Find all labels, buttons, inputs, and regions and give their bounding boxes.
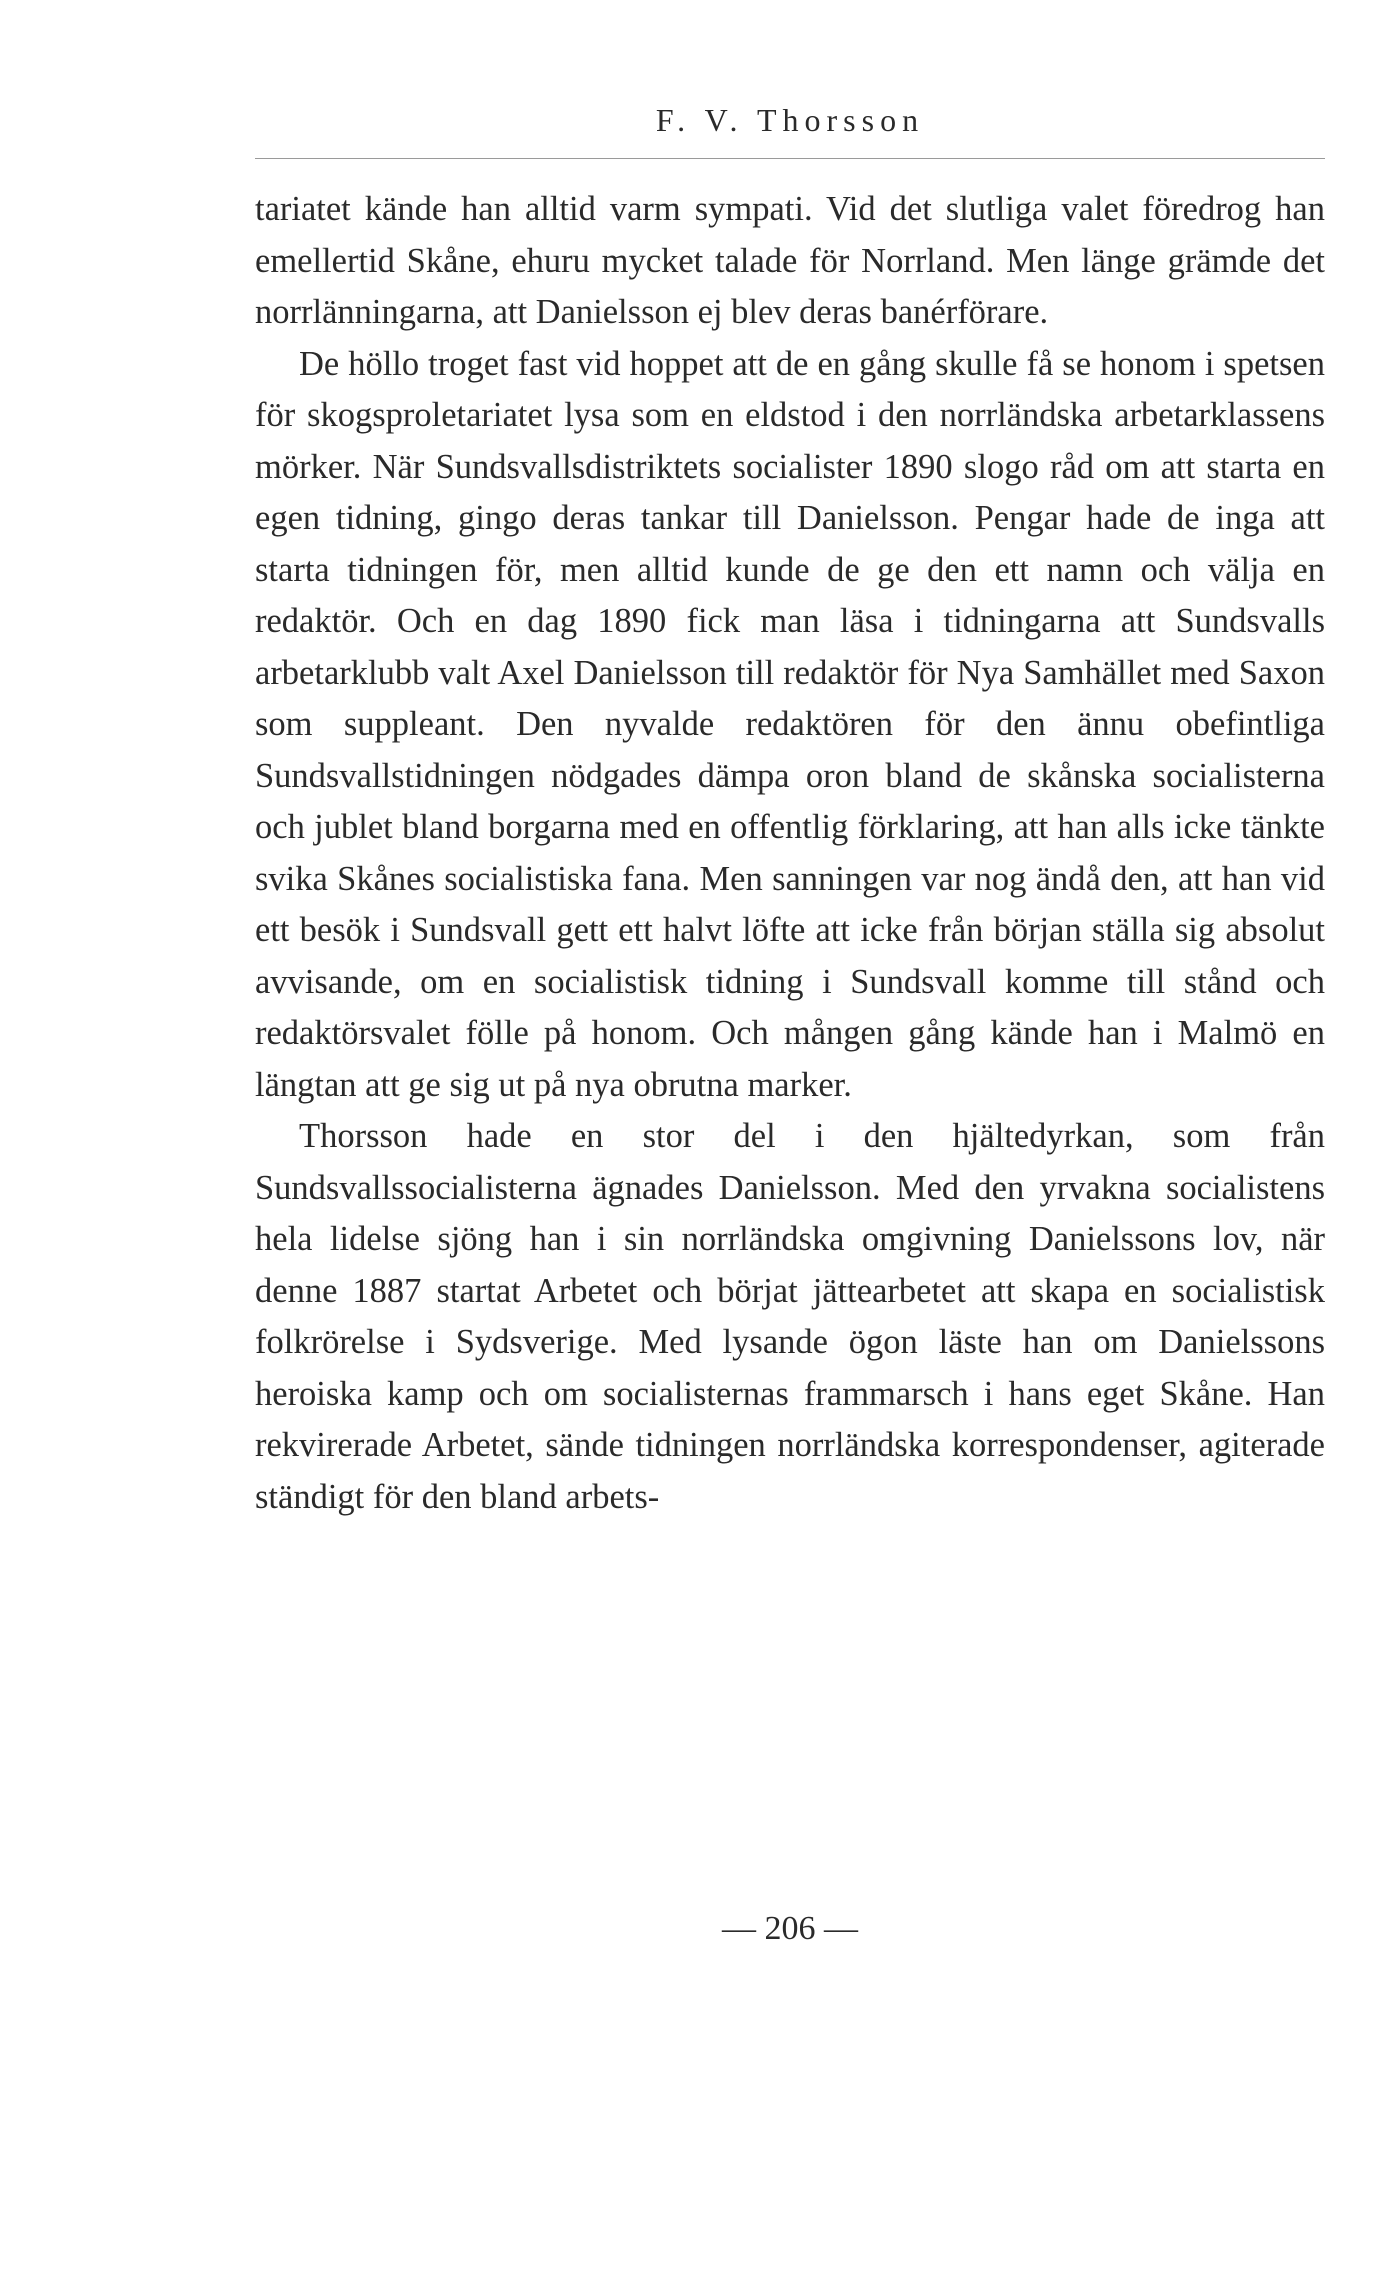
page-number: — 206 — <box>722 1910 858 1947</box>
book-page <box>255 0 1325 2284</box>
paragraph: Thorsson hade en stor del i den hjältedyrkan, som från Sundsvallssocialisterna ägnades Danielsson. Med den yrvakna socialistens hela lidelse sjöng han i sin norrländska omgivning Danielssons lov, när denne 1887 startat Arbetet och börjat jättearbetet att skapa en socialistisk folkrörelse i Sydsverige. Med lysande ögon läste han om Danielssons heroiska kamp och om socialisternas frammarsch i hans eget Skåne. Han rekvirerade Arbetet, sände tidningen norrländska korrespondenser, agiterade ständigt för den bland arbets- <box>255 1117 1325 1516</box>
body-text <box>255 184 1325 1523</box>
running-head: F. V. Thorsson <box>655 102 925 138</box>
paragraph: De höllo troget fast vid hoppet att de en gång skulle få se honom i spetsen för skogsproletariatet lysa som en eldstod i den norrländska arbetarklassens mörker. När Sundsvallsdistriktets socialister 1890 slogo råd om att starta en egen tidning, gingo deras tankar till Danielsson. Pengar hade de inga att starta tidningen för, men alltid kunde de ge den ett namn och välja en redaktör. Och en dag 1890 fick man läsa i tidningarna att Sundsvalls arbetarklubb valt Axel Danielsson till redaktör för Nya Samhället med Saxon som suppleant. Den nyvalde redaktören för den ännu obefintliga Sundsvallstidningen nödgades dämpa oron bland de skånska socialisterna och jublet bland borgarna med en offentlig förklaring, att han alls icke tänkte svika Skånes socialistiska fana. Men sanningen var nog ändå den, att han vid ett besök i Sundsvall gett ett halvt löfte att icke från början ställa sig absolut avvisande, om en socialistisk tidning i Sundsvall komme till stånd och redaktörsvalet fölle på honom. Och mången gång kände han i Malmö en längtan att ge sig ut på nya obrutna marker. <box>255 344 1325 1104</box>
paragraph: tariatet kände han alltid varm sympati. Vid det slutliga valet föredrog han emellertid Skåne, ehuru mycket talade för Norrland. Men länge grämde det norrlänningarna, att Danielsson ej blev deras banérförare. <box>255 190 1325 331</box>
header-rule <box>255 158 1325 159</box>
